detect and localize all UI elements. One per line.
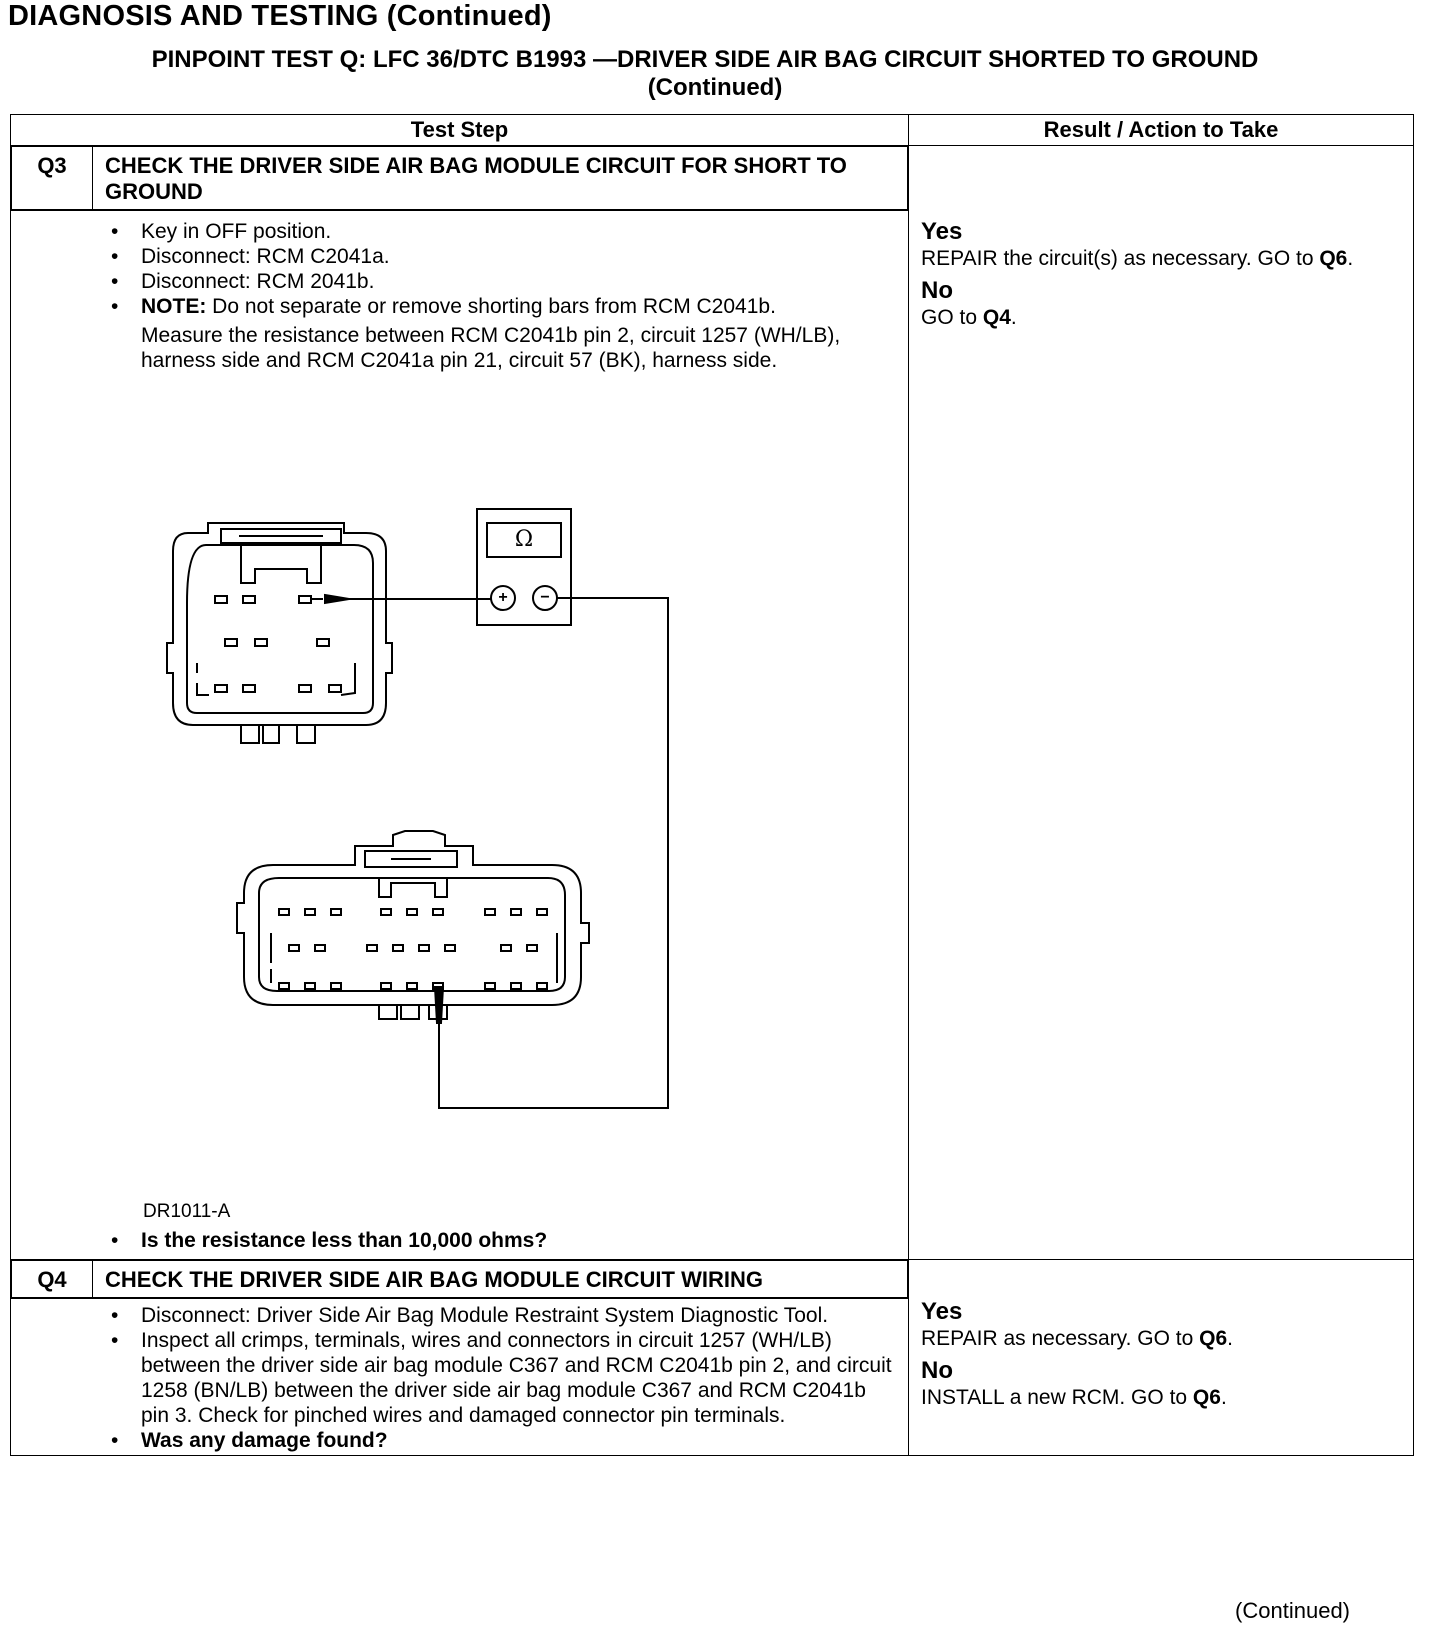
connector-c2041a-pins-row2: [289, 945, 537, 951]
connector-c2041a-pins-row3: [279, 983, 547, 989]
list-item: • Was any damage found?: [111, 1429, 388, 1452]
q3-no-text: GO to: [921, 306, 983, 329]
header-result-action: Result / Action to Take: [909, 115, 1414, 146]
q4-yes-text: REPAIR as necessary. GO to: [921, 1327, 1200, 1350]
q3-step-body: [11, 210, 908, 1259]
meter-negative-terminal-label: −: [540, 589, 550, 606]
ohm-symbol: Ω: [514, 527, 534, 552]
q4-step-1: Disconnect: Driver Side Air Bag Module Restraint System Diagnostic Tool.: [141, 1304, 829, 1327]
list-item: • Is the resistance less than 10,000 ohms?: [111, 1229, 548, 1252]
list-item: • NOTE: Do not separate or remove shorting bars from RCM C2041b.: [111, 295, 776, 318]
q3-no-goto: Q4: [982, 306, 1011, 329]
q3-no-action: GO to Q4.: [921, 306, 1017, 329]
list-item: • Inspect all crimps, terminals, wires and connectors in circuit 1257 (WH/LB) between the driver side air bag module C367 and RCM C2041b pin 2, and circuit 1258 (BN/LB) between the driver side air bag module C367 and RCM C2041b pin 3. Check for pinched wires and damaged connector pin terminals.: [111, 1329, 892, 1427]
q3-heading: [11, 146, 908, 210]
connector-c2041a-pins-row1: [279, 909, 547, 915]
pinpoint-test-title-continued: (Continued): [647, 74, 783, 101]
q3-yes-goto: Q6: [1319, 247, 1348, 270]
q4-test-step-cell: [11, 1260, 909, 1456]
list-item: • Disconnect: Driver Side Air Bag Module Restraint System Diagnostic Tool.: [111, 1304, 829, 1327]
step-row-q4: [11, 1260, 1414, 1456]
q4-result: [909, 1296, 1413, 1410]
page-title: DIAGNOSIS AND TESTING (Continued): [8, 0, 552, 32]
q3-no-label: No: [921, 277, 953, 304]
q3-question: Is the resistance less than 10,000 ohms?: [141, 1229, 548, 1252]
connector-diagram-svg: [11, 373, 908, 1228]
q4-yes-action: REPAIR as necessary. GO to Q6.: [921, 1327, 1234, 1350]
q3-step-id: Q3: [12, 147, 93, 210]
continued-footer: (Continued): [1235, 1598, 1350, 1623]
q4-result-cell: [909, 1260, 1414, 1456]
q4-yes-goto: Q6: [1199, 1327, 1228, 1350]
q3-result: [909, 208, 1413, 330]
q4-step-title: CHECK THE DRIVER SIDE AIR BAG MODULE CIRCUIT WIRING: [93, 1261, 908, 1298]
q4-question: Was any damage found?: [141, 1429, 388, 1452]
q3-step-3: Disconnect: RCM 2041b.: [141, 270, 375, 293]
q4-step-id: Q4: [12, 1261, 93, 1298]
q4-step-body: [11, 1298, 908, 1455]
connector-c2041b-drawing: [167, 523, 392, 743]
q3-step-2: Disconnect: RCM C2041a.: [141, 245, 390, 268]
q4-no-label: No: [921, 1357, 953, 1384]
q3-yes-action: REPAIR the circuit(s) as necessary. GO to Q6.: [921, 247, 1354, 270]
q3-note-text: Do not separate or remove shorting bars from RCM C2041b.: [206, 295, 776, 318]
meter-positive-terminal-label: +: [498, 589, 508, 606]
q3-result-cell: [909, 146, 1414, 1260]
connector-c2041a-drawing: [237, 831, 589, 1023]
pinpoint-test-table: [10, 114, 1414, 1456]
header-test-step: Test Step: [11, 115, 909, 146]
q3-test-step-cell: [11, 146, 909, 1260]
q4-no-action: INSTALL a new RCM. GO to Q6.: [921, 1386, 1227, 1409]
q4-step-list: [11, 1303, 898, 1453]
q4-yes-label: Yes: [921, 1298, 963, 1325]
q3-yes-text: REPAIR the circuit(s) as necessary. GO to: [921, 247, 1320, 270]
q3-question-list: [11, 1228, 898, 1253]
connector-diagram: [11, 373, 908, 1228]
q3-step-1: Key in OFF position.: [141, 220, 332, 243]
step-row-q3: [11, 146, 1414, 1260]
q4-no-goto: Q6: [1192, 1386, 1221, 1409]
q3-yes-label: Yes: [921, 218, 963, 245]
list-item: • Disconnect: RCM C2041a.: [111, 245, 390, 268]
q3-measure-instruction: Measure the resistance between RCM C2041b pin 2, circuit 1257 (WH/LB), harness side and RCM C2041a pin 21, circuit 57 (BK), harness side.: [141, 324, 841, 372]
q3-step-title: CHECK THE DRIVER SIDE AIR BAG MODULE CIRCUIT FOR SHORT TO GROUND: [93, 147, 908, 210]
q4-no-text: INSTALL a new RCM. GO to: [921, 1386, 1193, 1409]
q3-note-label: NOTE:: [141, 295, 207, 318]
list-item: • Disconnect: RCM 2041b.: [111, 270, 375, 293]
pinpoint-test-title-line1: PINPOINT TEST Q: LFC 36/DTC B1993 —DRIVER SIDE AIR BAG CIRCUIT SHORTED TO GROUND: [151, 46, 1259, 73]
list-item: • Key in OFF position.: [111, 220, 332, 243]
pinpoint-test-title: [40, 46, 1370, 102]
q4-heading: [11, 1260, 908, 1298]
q4-step-2: Inspect all crimps, terminals, wires and connectors in circuit 1257 (WH/LB) between the driver side air bag module C367 and RCM C2041b pin 2, and circuit 1258 (BN/LB) between the driver side air bag module C367 and RCM C2041b pin 3. Check for pinched wires and damaged connector pin terminals.: [141, 1329, 892, 1427]
figure-id: DR1011-A: [143, 1201, 231, 1222]
q3-step-list: [11, 219, 898, 319]
